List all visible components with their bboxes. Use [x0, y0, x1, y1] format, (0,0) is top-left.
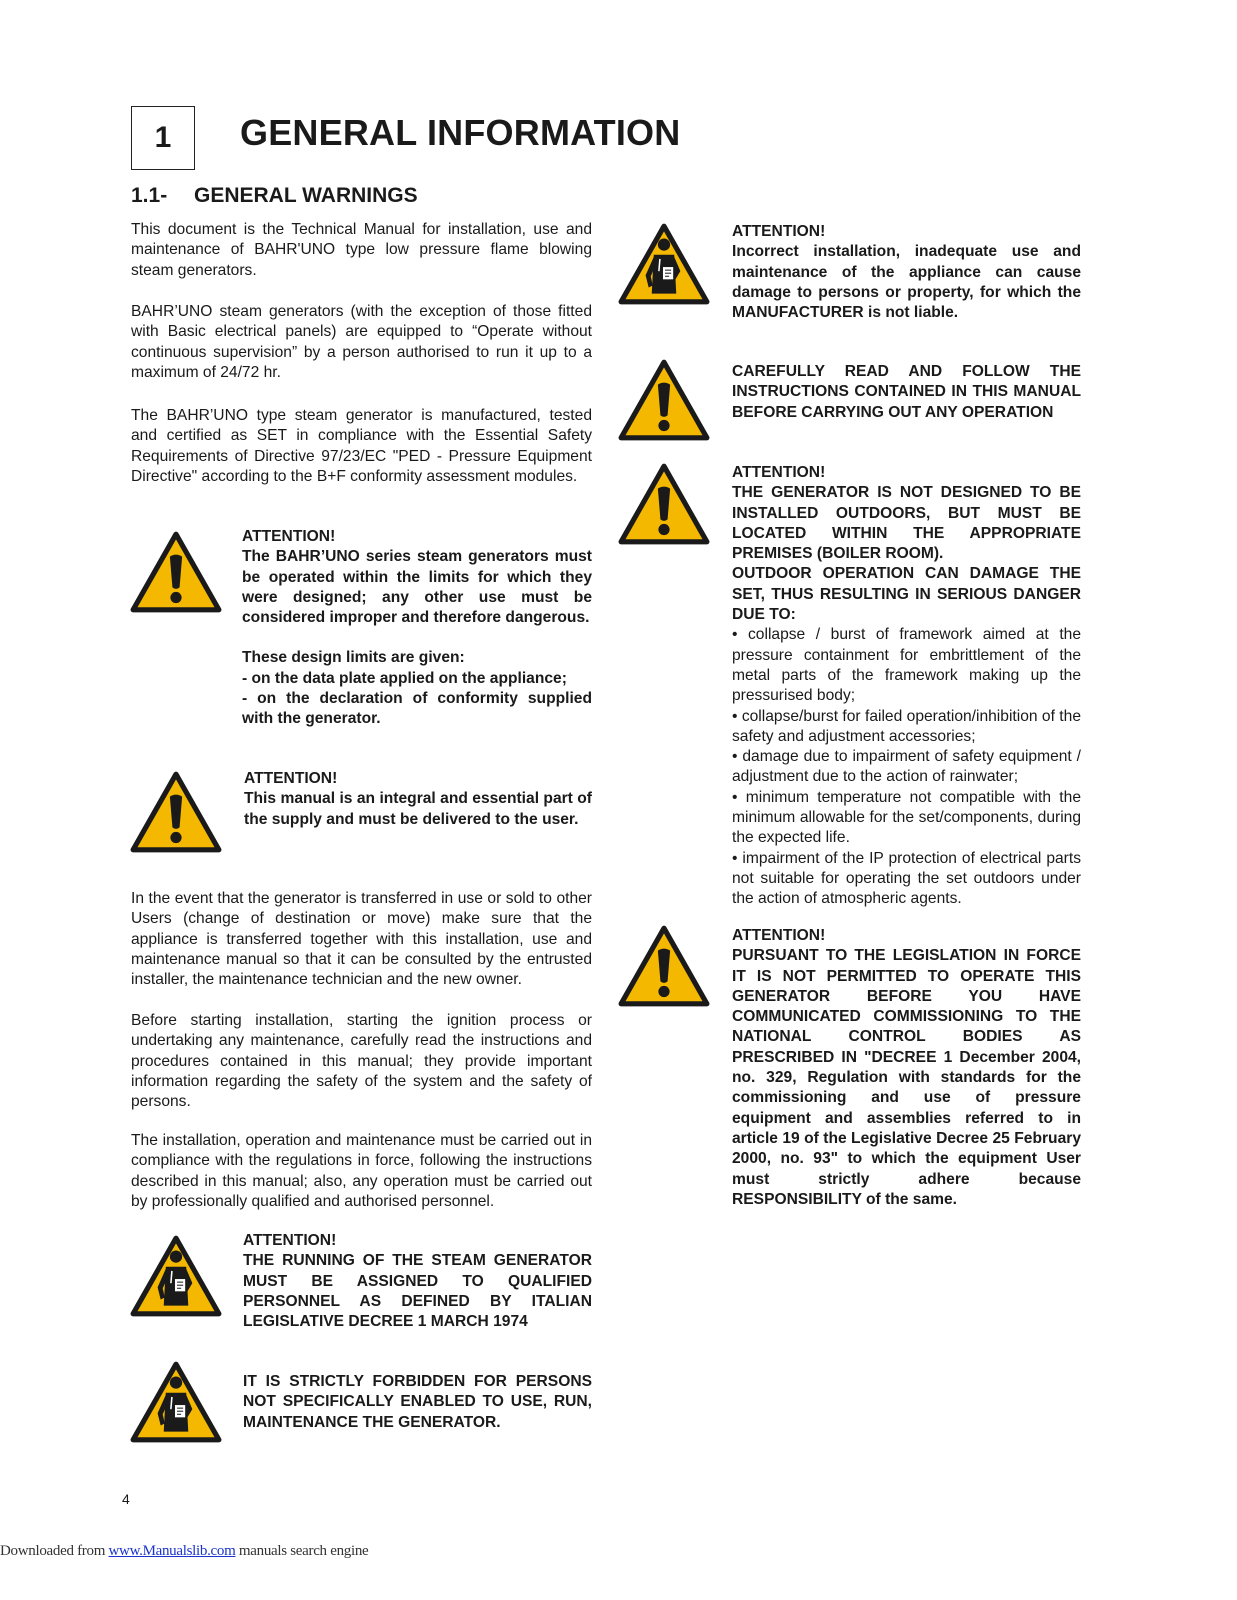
section-number: 1.1-: [131, 184, 168, 207]
warning-text: THE GENERATOR IS NOT DESIGNED TO BE INSTALLED OUTDOORS, BUT MUST BE LOCATED WITHIN THE APPROPRIATE PREMISES (BOILER ROOM).: [732, 484, 1081, 563]
warning-text: The BAHR’UNO series steam generators must be operated within the limits for which they were designed; any other use must be considered improper and therefore dangerous.: [242, 548, 592, 627]
transfer-paragraph: In the event that the generator is transferred in use or sold to other Users (change of destination or move) make sure that the appliance is transferred together with this installation, use and maintenance manual so that it can be consulted by the entrusted installer, the maintenance technician and the new owner.: [131, 890, 592, 989]
warning-manual-integral: [244, 769, 592, 830]
danger-bullet: • collapse/burst for failed operation/inhibition of the safety and adjustment accessories;: [732, 707, 1081, 745]
manualslib-link[interactable]: www.Manualslib.com: [108, 1543, 236, 1559]
exclamation-warning-triangle-icon: [129, 530, 223, 614]
warning-text: OUTDOOR OPERATION CAN DAMAGE THE SET, THUS RESULTING IN SERIOUS DANGER DUE TO:: [732, 565, 1081, 624]
danger-bullet: • collapse / burst of framework aimed at the pressure containment for embrittlement of the metal parts of the framework making up the pressurised body;: [732, 626, 1081, 705]
warning-text: IT IS STRICTLY FORBIDDEN FOR PERSONS NOT SPECIFICALLY ENABLED TO USE, RUN, MAINTENANCE THE GENERATOR.: [243, 1373, 592, 1431]
warning-heading: ATTENTION!: [732, 464, 826, 481]
intro-paragraph: This document is the Technical Manual for installation, use and maintenance of BAHR'UNO type low pressure flame blowing steam generators.: [131, 221, 592, 279]
exclamation-warning-triangle-icon: [617, 462, 711, 546]
design-limit-item: - on the declaration of conformity supplied with the generator.: [242, 690, 592, 728]
warning-heading: ATTENTION!: [732, 223, 826, 240]
warning-text: PURSUANT TO THE LEGISLATION IN FORCE IT IS NOT PERMITTED TO OPERATE THIS GENERATOR BEFORE YOU HAVE COMMUNICATED COMMISSIONING TO THE NATIONAL CONTROL BODIES AS PRESCRIBED IN "DECREE 1 December 2004, no. 329, Regulation with standards for the commissioning and use of pressure equipment and assemblies referred to in article 19 of the Legislative Decree 25 February 2000, no. 93" to which the equipment User must strictly adhere because RESPONSIBILITY of the same.: [732, 947, 1081, 1208]
warning-text: Incorrect installation, inadequate use and maintenance of the appliance can cause damage to persons or property, for which the MANUFACTURER is not liable.: [732, 243, 1081, 322]
before-installation-paragraph: Before starting installation, starting the ignition process or undertaking any maintenance, carefully read the instructions and procedures contained in this manual; they provide important information regarding the safety of the system and the safety of persons.: [131, 1012, 592, 1111]
warning-heading: ATTENTION!: [243, 1232, 337, 1249]
download-suffix: manuals search engine: [235, 1543, 369, 1559]
download-notice: [0, 1543, 368, 1560]
warning-design-limits: [242, 527, 592, 730]
chapter-number-box: [131, 106, 195, 170]
design-limit-item: - on the data plate applied on the appliance;: [242, 669, 567, 687]
qualified-personnel-warning-icon: [129, 1360, 223, 1444]
download-prefix: Downloaded from: [0, 1543, 109, 1559]
chapter-number: 1: [154, 121, 172, 154]
warning-text: CAREFULLY READ AND FOLLOW THE INSTRUCTIONS CONTAINED IN THIS MANUAL BEFORE CARRYING OUT ANY OPERATION: [732, 363, 1081, 421]
warning-heading: ATTENTION!: [244, 770, 338, 787]
warning-text: THE RUNNING OF THE STEAM GENERATOR MUST BE ASSIGNED TO QUALIFIED PERSONNEL AS DEFINED BY ITALIAN LEGISLATIVE DECREE 1 MARCH 1974: [243, 1252, 592, 1331]
warning-outdoor-installation: [732, 463, 1081, 910]
exclamation-warning-triangle-icon: [129, 770, 223, 854]
exclamation-warning-triangle-icon: [617, 924, 711, 1008]
compliance-paragraph: The installation, operation and maintenance must be carried out in compliance with the regulations in force, following the instructions described in this manual; also, any operation must be carried out by professionally qualified and authorised personnel.: [131, 1132, 592, 1210]
qualified-personnel-warning-icon: [617, 222, 711, 306]
design-limits-heading: These design limits are given:: [242, 649, 465, 667]
chapter-title: GENERAL INFORMATION: [240, 112, 681, 153]
danger-bullet: • impairment of the IP protection of electrical parts not suitable for operating the set outdoors under the action of atmospheric agents.: [732, 849, 1081, 908]
warning-incorrect-installation: [732, 222, 1081, 323]
warning-text: This manual is an integral and essential part of the supply and must be delivered to the user.: [244, 790, 592, 828]
warning-forbidden-persons: [243, 1372, 592, 1433]
warning-heading: ATTENTION!: [732, 927, 826, 944]
danger-bullet: • damage due to impairment of safety equipment / adjustment due to the action of rainwater;: [732, 748, 1081, 786]
warning-read-instructions: [732, 362, 1081, 423]
exclamation-warning-triangle-icon: [617, 358, 711, 442]
danger-bullet: • minimum temperature not compatible with the minimum allowable for the set/components, during the expected life.: [732, 788, 1081, 847]
page-number: 4: [122, 1491, 130, 1507]
section-title: GENERAL WARNINGS: [194, 184, 418, 207]
supervision-paragraph: BAHR’UNO steam generators (with the exception of those fitted with Basic electrical panels) are equipped to “Operate without continuous supervision” by a person authorised to run it up to a maximum of 24/72 hr.: [131, 303, 592, 381]
qualified-personnel-warning-icon: [129, 1234, 223, 1318]
warning-qualified-personnel: [243, 1231, 592, 1332]
warning-legislation: [732, 926, 1081, 1210]
certification-paragraph: The BAHR’UNO type steam generator is manufactured, tested and certified as SET in compliance with the Essential Safety Requirements of Directive 97/23/EC "PED - Pressure Equipment Directive" according to the B+F conformity assessment modules.: [131, 407, 592, 485]
warning-heading: ATTENTION!: [242, 528, 336, 545]
